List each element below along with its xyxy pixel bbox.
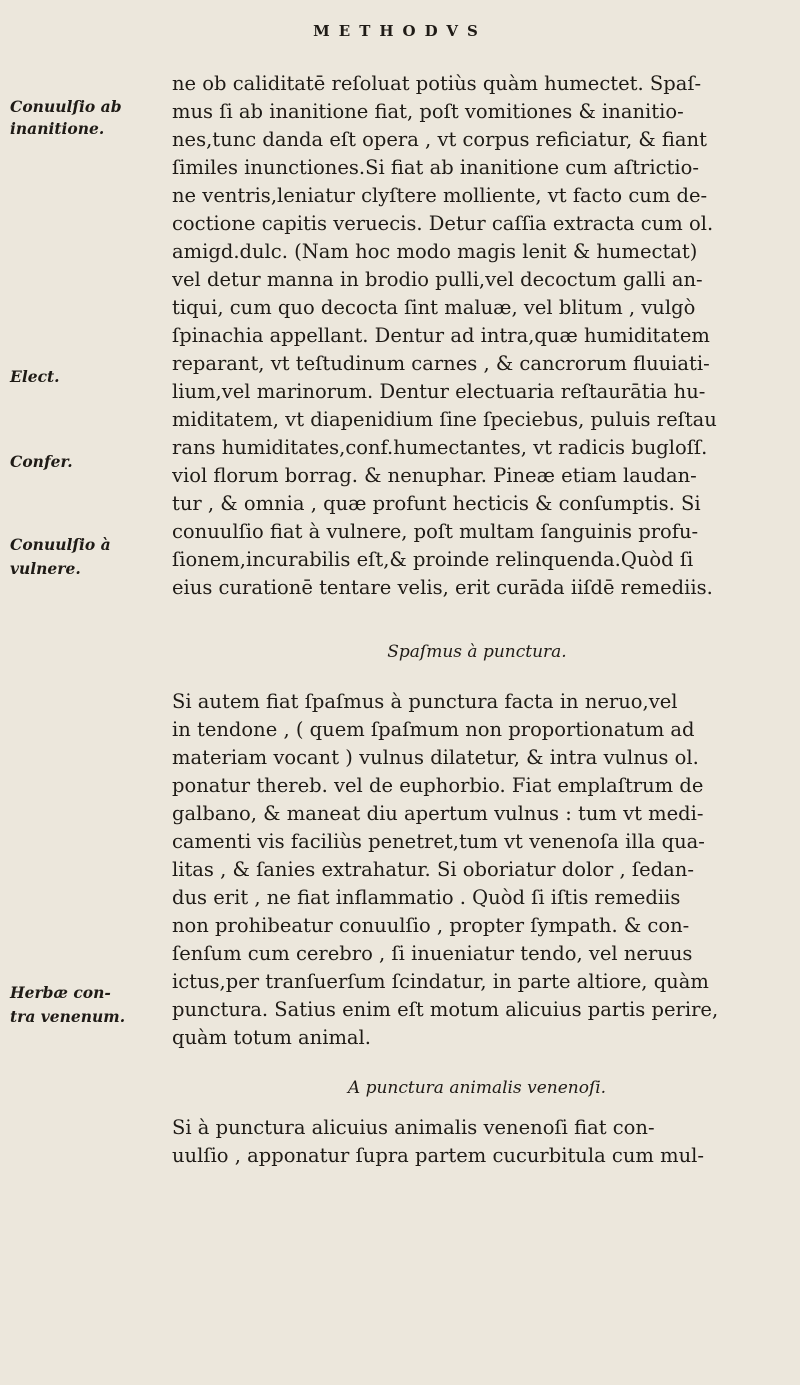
text-line: amigd.dulc. (Nam hoc modo magis lenit & humectat): [172, 240, 698, 263]
section-heading: A punctura animalis venenoſi.: [347, 1078, 607, 1098]
margin-note: tra venenum.: [10, 1007, 126, 1026]
running-header: METHODVS: [313, 22, 487, 40]
text-line: miditatem, vt diapenidium ſine ſpeciebus, puluis reſtau: [172, 408, 717, 431]
margin-note: Confer.: [10, 452, 73, 471]
text-line: uulſio , apponatur ſupra partem cucurbitula cum mul-: [172, 1144, 704, 1167]
text-line: in tendone , ( quem ſpaſmum non proportionatum ad: [172, 718, 695, 741]
paragraph-3: [172, 1114, 782, 1170]
text-line: ictus,per tranſuerſum ſcindatur, in parte altiore, quàm: [172, 970, 709, 993]
text-line: coctione capitis veruecis. Detur caſſia extracta cum ol.: [172, 212, 714, 235]
section-heading: Spaſmus à punctura.: [387, 642, 567, 662]
paragraph-1: [172, 70, 782, 602]
text-line: viol florum borrag. & nenuphar. Pineæ etiam laudan-: [172, 464, 697, 487]
text-line: ſpinachia appellant. Dentur ad intra,quæ humiditatem: [172, 324, 710, 347]
text-line: punctura. Satius enim eſt motum alicuius partis perire,: [172, 998, 719, 1021]
text-line: ponatur thereb. vel de euphorbio. Fiat emplaſtrum de: [172, 774, 704, 797]
text-line: quàm totum animal.: [172, 1026, 371, 1049]
text-line: ne ob caliditatē reſoluat potiùs quàm humectet. Spaſ-: [172, 72, 702, 95]
text-line: Si autem fiat ſpaſmus à punctura facta in neruo,vel: [172, 690, 678, 713]
text-line: ſimiles inunctiones.Si fiat ab inanitione cum aſtrictio-: [172, 156, 699, 179]
text-line: ne ventris,leniatur clyſtere molliente, vt facto cum de-: [172, 184, 708, 207]
body-text: [172, 70, 782, 1170]
text-line: rans humiditates,conf.humectantes, vt radicis bugloſſ.: [172, 436, 708, 459]
text-line: dus erit , ne fiat inflammatio . Quòd ſi iſtis remediis: [172, 886, 681, 909]
margin-note: Conuulſio ab: [10, 97, 122, 116]
text-line: vel detur manna in brodio pulli,vel decoctum galli an-: [172, 268, 703, 291]
text-line: camenti vis faciliùs penetret,tum vt venenoſa illa qua-: [172, 830, 705, 853]
margin-note: vulnere.: [10, 559, 81, 578]
text-line: galbano, & maneat diu apertum vulnus : tum vt medi-: [172, 802, 704, 825]
text-line: mus ſi ab inanitione fiat, poſt vomitiones & inanitio-: [172, 100, 684, 123]
text-line: tur , & omnia , quæ profunt hecticis & conſumptis. Si: [172, 492, 701, 515]
paragraph-2: [172, 688, 782, 1052]
margin-note: Conuulſio à: [10, 535, 111, 554]
text-line: materiam vocant ) vulnus dilatetur, & intra vulnus ol.: [172, 746, 699, 769]
text-line: Si à punctura alicuius animalis venenoſi fiat con-: [172, 1116, 655, 1139]
margin-note: Herbæ con-: [10, 983, 111, 1002]
text-line: tiqui, cum quo decocta ſint maluæ, vel blitum , vulgò: [172, 296, 696, 319]
margin-note: Elect.: [10, 367, 60, 386]
text-line: non prohibeatur conuulſio , propter ſympath. & con-: [172, 914, 690, 937]
text-line: lium,vel marinorum. Dentur electuaria reſtaurātia hu-: [172, 380, 706, 403]
text-line: nes,tunc danda eſt opera , vt corpus reficiatur, & fiant: [172, 128, 707, 151]
margin-note: inanitione.: [10, 119, 105, 138]
text-line: ſenſum cum cerebro , ſi inueniatur tendo, vel neruus: [172, 942, 693, 965]
text-line: ſionem,incurabilis eſt,& proinde relinquenda.Quòd ſi: [172, 548, 694, 571]
text-line: eius curationē tentare velis, erit curāda iiſdē remediis.: [172, 576, 713, 599]
text-line: litas , & ſanies extrahatur. Si oboriatur dolor , ſedan-: [172, 858, 694, 881]
text-line: conuulſio fiat à vulnere, poſt multam ſanguinis profu-: [172, 520, 699, 543]
text-line: reparant, vt teſtudinum carnes , & cancrorum fluuiati-: [172, 352, 710, 375]
